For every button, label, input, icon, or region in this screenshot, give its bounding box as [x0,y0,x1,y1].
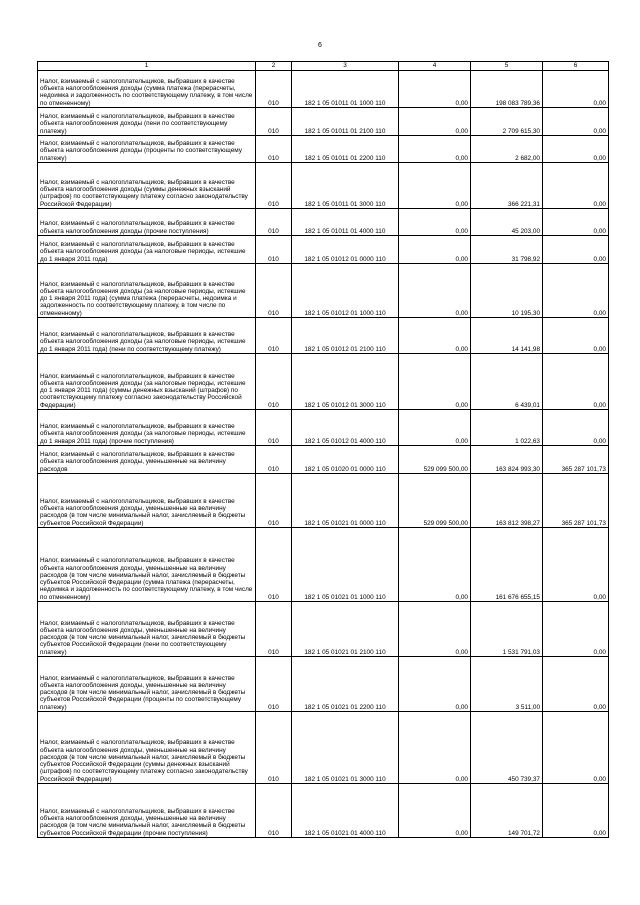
report-body [38,71,609,838]
col5-value-cell: 45 203,00 [471,209,543,236]
col5-value-cell: 450 739,37 [471,712,543,784]
col5-value-cell: 3 511,00 [471,657,543,712]
col5-value-cell: 31 798,92 [471,236,543,264]
income-name-cell: Налог, взимаемый с налогоплательщиков, выбравших в качестве объекта налогообложения доходы (сумма платежа (перерасчеты, недоимка и задолженность по соответствующему платежу, в том числе по отмененному) [38,71,256,108]
table-row [38,236,609,264]
col6-value-cell: 0,00 [543,318,609,354]
col4-value-cell: 0,00 [399,209,471,236]
line-code-cell: 010 [256,602,292,657]
table-row [38,474,609,528]
col5-value-cell: 10 195,30 [471,264,543,318]
table-row [38,318,609,354]
col5-value-cell: 1 531 791,03 [471,602,543,657]
income-name-cell: Налог, взимаемый с налогоплательщиков, выбравших в качестве объекта налогообложения доходы (за налоговые периоды, истекшие до 1 января 2011 года) (прочие поступления) [38,410,256,446]
header-col-5: 5 [471,62,543,71]
col4-value-cell: 0,00 [399,784,471,838]
table-row [38,163,609,209]
table-row [38,712,609,784]
col6-value-cell: 0,00 [543,657,609,712]
col5-value-cell: 1 022,63 [471,410,543,446]
table-row [38,209,609,236]
income-name-cell: Налог, взимаемый с налогоплательщиков, выбравших в качестве объекта налогообложения доходы (пени по соответствующему платежу) [38,108,256,136]
col4-value-cell: 0,00 [399,712,471,784]
col4-value-cell: 0,00 [399,163,471,209]
header-row [38,62,609,71]
header-col-2: 2 [256,62,292,71]
col4-value-cell: 0,00 [399,318,471,354]
budget-code-cell: 182 1 05 01021 01 3000 110 [292,712,399,784]
col6-value-cell: 0,00 [543,410,609,446]
col4-value-cell: 0,00 [399,602,471,657]
col5-value-cell: 198 083 789,36 [471,71,543,108]
budget-code-cell: 182 1 05 01012 01 2100 110 [292,318,399,354]
table-row [38,71,609,108]
budget-code-cell: 182 1 05 01012 01 1000 110 [292,264,399,318]
col6-value-cell: 0,00 [543,602,609,657]
col5-value-cell: 2 682,00 [471,136,543,163]
table-row [38,528,609,602]
col5-value-cell: 161 676 655,15 [471,528,543,602]
line-code-cell: 010 [256,163,292,209]
col4-value-cell: 0,00 [399,410,471,446]
header-col-6: 6 [543,62,609,71]
budget-code-cell: 182 1 05 01011 01 2200 110 [292,136,399,163]
income-name-cell: Налог, взимаемый с налогоплательщиков, выбравших в качестве объекта налогообложения доходы (прочие поступления) [38,209,256,236]
budget-code-cell: 182 1 05 01021 01 0000 110 [292,474,399,528]
line-code-cell: 010 [256,657,292,712]
col4-value-cell: 0,00 [399,528,471,602]
col5-value-cell: 14 141,98 [471,318,543,354]
income-name-cell: Налог, взимаемый с налогоплательщиков, выбравших в качестве объекта налогообложения доходы (за налоговые периоды, истекшие до 1 января 2011 года) (суммы денежных взысканий (штрафов) по соответствующему платежу согласно законодательству Российской Федерации) [38,354,256,410]
income-name-cell: Налог, взимаемый с налогоплательщиков, выбравших в качестве объекта налогообложения доходы, уменьшенные на величину расходов [38,446,256,474]
line-code-cell: 010 [256,318,292,354]
line-code-cell: 010 [256,71,292,108]
report-table [37,61,609,838]
income-name-cell: Налог, взимаемый с налогоплательщиков, выбравших в качестве объекта налогообложения доходы, уменьшенные на величину расходов (в том числе минимальный налог, зачисляемый в бюджеты субъектов Российской Федерации (пени по соответствующему платежу) [38,602,256,657]
line-code-cell: 010 [256,784,292,838]
line-code-cell: 010 [256,209,292,236]
table-row [38,136,609,163]
income-name-cell: Налог, взимаемый с налогоплательщиков, выбравших в качестве объекта налогообложения доходы, уменьшенные на величину расходов (в том числе минимальный налог, зачисляемый в бюджеты субъектов Российской Федерации (прочие поступления) [38,784,256,838]
budget-code-cell: 182 1 05 01012 01 3000 110 [292,354,399,410]
table-row [38,108,609,136]
col6-value-cell: 0,00 [543,163,609,209]
col5-value-cell: 149 701,72 [471,784,543,838]
col4-value-cell: 0,00 [399,108,471,136]
income-name-cell: Налог, взимаемый с налогоплательщиков, выбравших в качестве объекта налогообложения доходы, уменьшенные на величину расходов (в том числе минимальный налог, зачисляемый в бюджеты субъектов Российской Федерации (проценты по соответствующему платежу) [38,657,256,712]
col5-value-cell: 163 824 993,30 [471,446,543,474]
budget-code-cell: 182 1 05 01012 01 0000 110 [292,236,399,264]
table-row [38,446,609,474]
income-name-cell: Налог, взимаемый с налогоплательщиков, выбравших в качестве объекта налогообложения доходы (за налоговые периоды, истекшие до 1 января 2011 года) (пени по соответствующему платежу) [38,318,256,354]
header-col-4: 4 [399,62,471,71]
col6-value-cell: 0,00 [543,354,609,410]
line-code-cell: 010 [256,410,292,446]
line-code-cell: 010 [256,446,292,474]
table-row [38,410,609,446]
income-name-cell: Налог, взимаемый с налогоплательщиков, выбравших в качестве объекта налогообложения доходы, уменьшенные на величину расходов (в том числе минимальный налог, зачисляемый в бюджеты субъектов Российской Федерации) [38,474,256,528]
col4-value-cell: 0,00 [399,264,471,318]
col6-value-cell: 365 287 101,73 [543,474,609,528]
line-code-cell: 010 [256,236,292,264]
col6-value-cell: 0,00 [543,236,609,264]
line-code-cell: 010 [256,136,292,163]
income-name-cell: Налог, взимаемый с налогоплательщиков, выбравших в качестве объекта налогообложения доходы, уменьшенные на величину расходов (в том числе минимальный налог, зачисляемый в бюджеты субъектов Российской Федерации (суммы денежных взысканий (штрафов) по соответствующему платежу согласно законодательству Российской Федерации) [38,712,256,784]
line-code-cell: 010 [256,712,292,784]
budget-code-cell: 182 1 05 01021 01 1000 110 [292,528,399,602]
col6-value-cell: 0,00 [543,71,609,108]
budget-code-cell: 182 1 05 01011 01 1000 110 [292,71,399,108]
page-number: 6 [318,42,322,49]
line-code-cell: 010 [256,108,292,136]
col4-value-cell: 529 099 500,00 [399,446,471,474]
table-row [38,784,609,838]
income-name-cell: Налог, взимаемый с налогоплательщиков, выбравших в качестве объекта налогообложения доходы (проценты по соответствующему платежу) [38,136,256,163]
col4-value-cell: 0,00 [399,236,471,264]
income-name-cell: Налог, взимаемый с налогоплательщиков, выбравших в качестве объекта налогообложения доходы, уменьшенные на величину расходов (в том числе минимальный налог, зачисляемый в бюджеты субъектов Российской Федерации (сумма платежа (перерасчеты, недоимка и задолженность по соответствующему платежу, в том числе по отмененному) [38,528,256,602]
line-code-cell: 010 [256,528,292,602]
table-row [38,354,609,410]
col5-value-cell: 2 709 615,30 [471,108,543,136]
col6-value-cell: 0,00 [543,528,609,602]
col5-value-cell: 163 812 398,27 [471,474,543,528]
income-name-cell: Налог, взимаемый с налогоплательщиков, выбравших в качестве объекта налогообложения доходы (за налоговые периоды, истекшие до 1 января 2011 года) (сумма платежа (перерасчеты, недоимка и задолженность по соответствующему платежу, в том числе по отмененному) [38,264,256,318]
col6-value-cell: 0,00 [543,108,609,136]
budget-code-cell: 182 1 05 01011 01 2100 110 [292,108,399,136]
line-code-cell: 010 [256,474,292,528]
budget-code-cell: 182 1 05 01021 01 2100 110 [292,602,399,657]
header-col-3: 3 [292,62,399,71]
budget-code-cell: 182 1 05 01021 01 4000 110 [292,784,399,838]
budget-code-cell: 182 1 05 01011 01 3000 110 [292,163,399,209]
col6-value-cell: 365 287 101,73 [543,446,609,474]
line-code-cell: 010 [256,354,292,410]
col4-value-cell: 529 099 500,00 [399,474,471,528]
col6-value-cell: 0,00 [543,209,609,236]
col4-value-cell: 0,00 [399,71,471,108]
col5-value-cell: 366 221,31 [471,163,543,209]
col6-value-cell: 0,00 [543,712,609,784]
col5-value-cell: 6 439,01 [471,354,543,410]
budget-code-cell: 182 1 05 01020 01 0000 110 [292,446,399,474]
budget-code-cell: 182 1 05 01021 01 2200 110 [292,657,399,712]
table-row [38,657,609,712]
income-name-cell: Налог, взимаемый с налогоплательщиков, выбравших в качестве объекта налогообложения доходы (суммы денежных взысканий (штрафов) по соответствующему платежу согласно законодательству Российской Федерации) [38,163,256,209]
col6-value-cell: 0,00 [543,784,609,838]
table-row [38,264,609,318]
col6-value-cell: 0,00 [543,264,609,318]
col4-value-cell: 0,00 [399,136,471,163]
col4-value-cell: 0,00 [399,657,471,712]
col6-value-cell: 0,00 [543,136,609,163]
budget-code-cell: 182 1 05 01011 01 4000 110 [292,209,399,236]
table-row [38,602,609,657]
header-col-1: 1 [38,62,256,71]
col4-value-cell: 0,00 [399,354,471,410]
line-code-cell: 010 [256,264,292,318]
income-name-cell: Налог, взимаемый с налогоплательщиков, выбравших в качестве объекта налогообложения доходы (за налоговые периоды, истекшие до 1 января 2011 года) [38,236,256,264]
budget-code-cell: 182 1 05 01012 01 4000 110 [292,410,399,446]
